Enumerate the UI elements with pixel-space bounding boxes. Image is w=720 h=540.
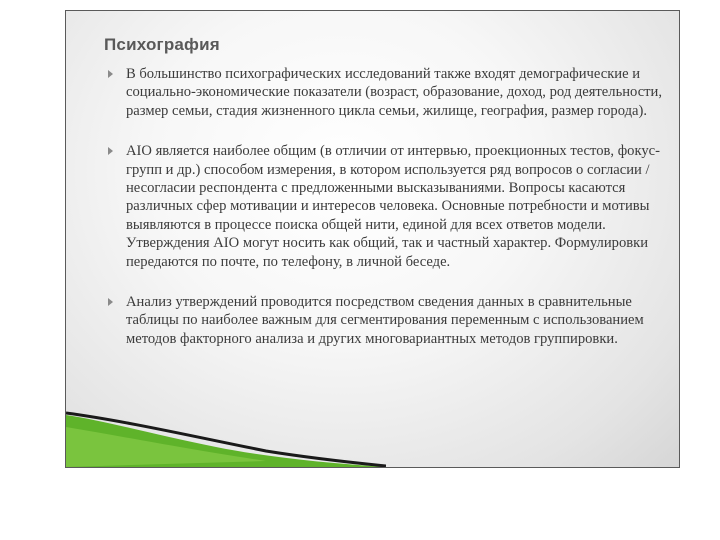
bullet-text: Анализ утверждений проводится посредством сведения данных в сравнительные таблицы по наиболее важным для сегментирования переменным с использованием методов факторного анализа и других многовариантных методов группировки. xyxy=(126,294,644,347)
bullet-list xyxy=(104,65,664,348)
bullet-item xyxy=(104,293,664,348)
bullet-arrow-icon xyxy=(108,298,113,306)
bullet-item xyxy=(104,65,664,120)
slide xyxy=(65,10,680,468)
bullet-text: AIO является наиболее общим (в отличии от интервью, проекционных тестов, фокус-групп и др.) способом измерения, в котором используется ряд вопросов о согласии / несогласии респондента с предложенными высказываниями. Вопросы касаются различных сфер мотивации и интересов человека. Основные потребности и мотивы выявляются в процессе поиска общей нити, единой для всех ответов модели. Утверждения AIO могут носить как общий, так и частный характер. Формулировки передаются по почте, по телефону, в личной беседе. xyxy=(126,143,660,270)
green-swoosh-highlight xyxy=(66,427,266,467)
bullet-arrow-icon xyxy=(108,147,113,155)
slide-title: Психография xyxy=(104,35,220,54)
bullet-item xyxy=(104,142,664,271)
green-swoosh-decoration xyxy=(66,387,386,467)
bullet-text: В большинство психографических исследований также входят демографические и социально-экономические показатели (возраст, образование, доход, род деятельности, размер семьи, стадия жизненного цикла семьи, жилище, география, размер города). xyxy=(126,66,663,119)
bullet-arrow-icon xyxy=(108,70,113,78)
